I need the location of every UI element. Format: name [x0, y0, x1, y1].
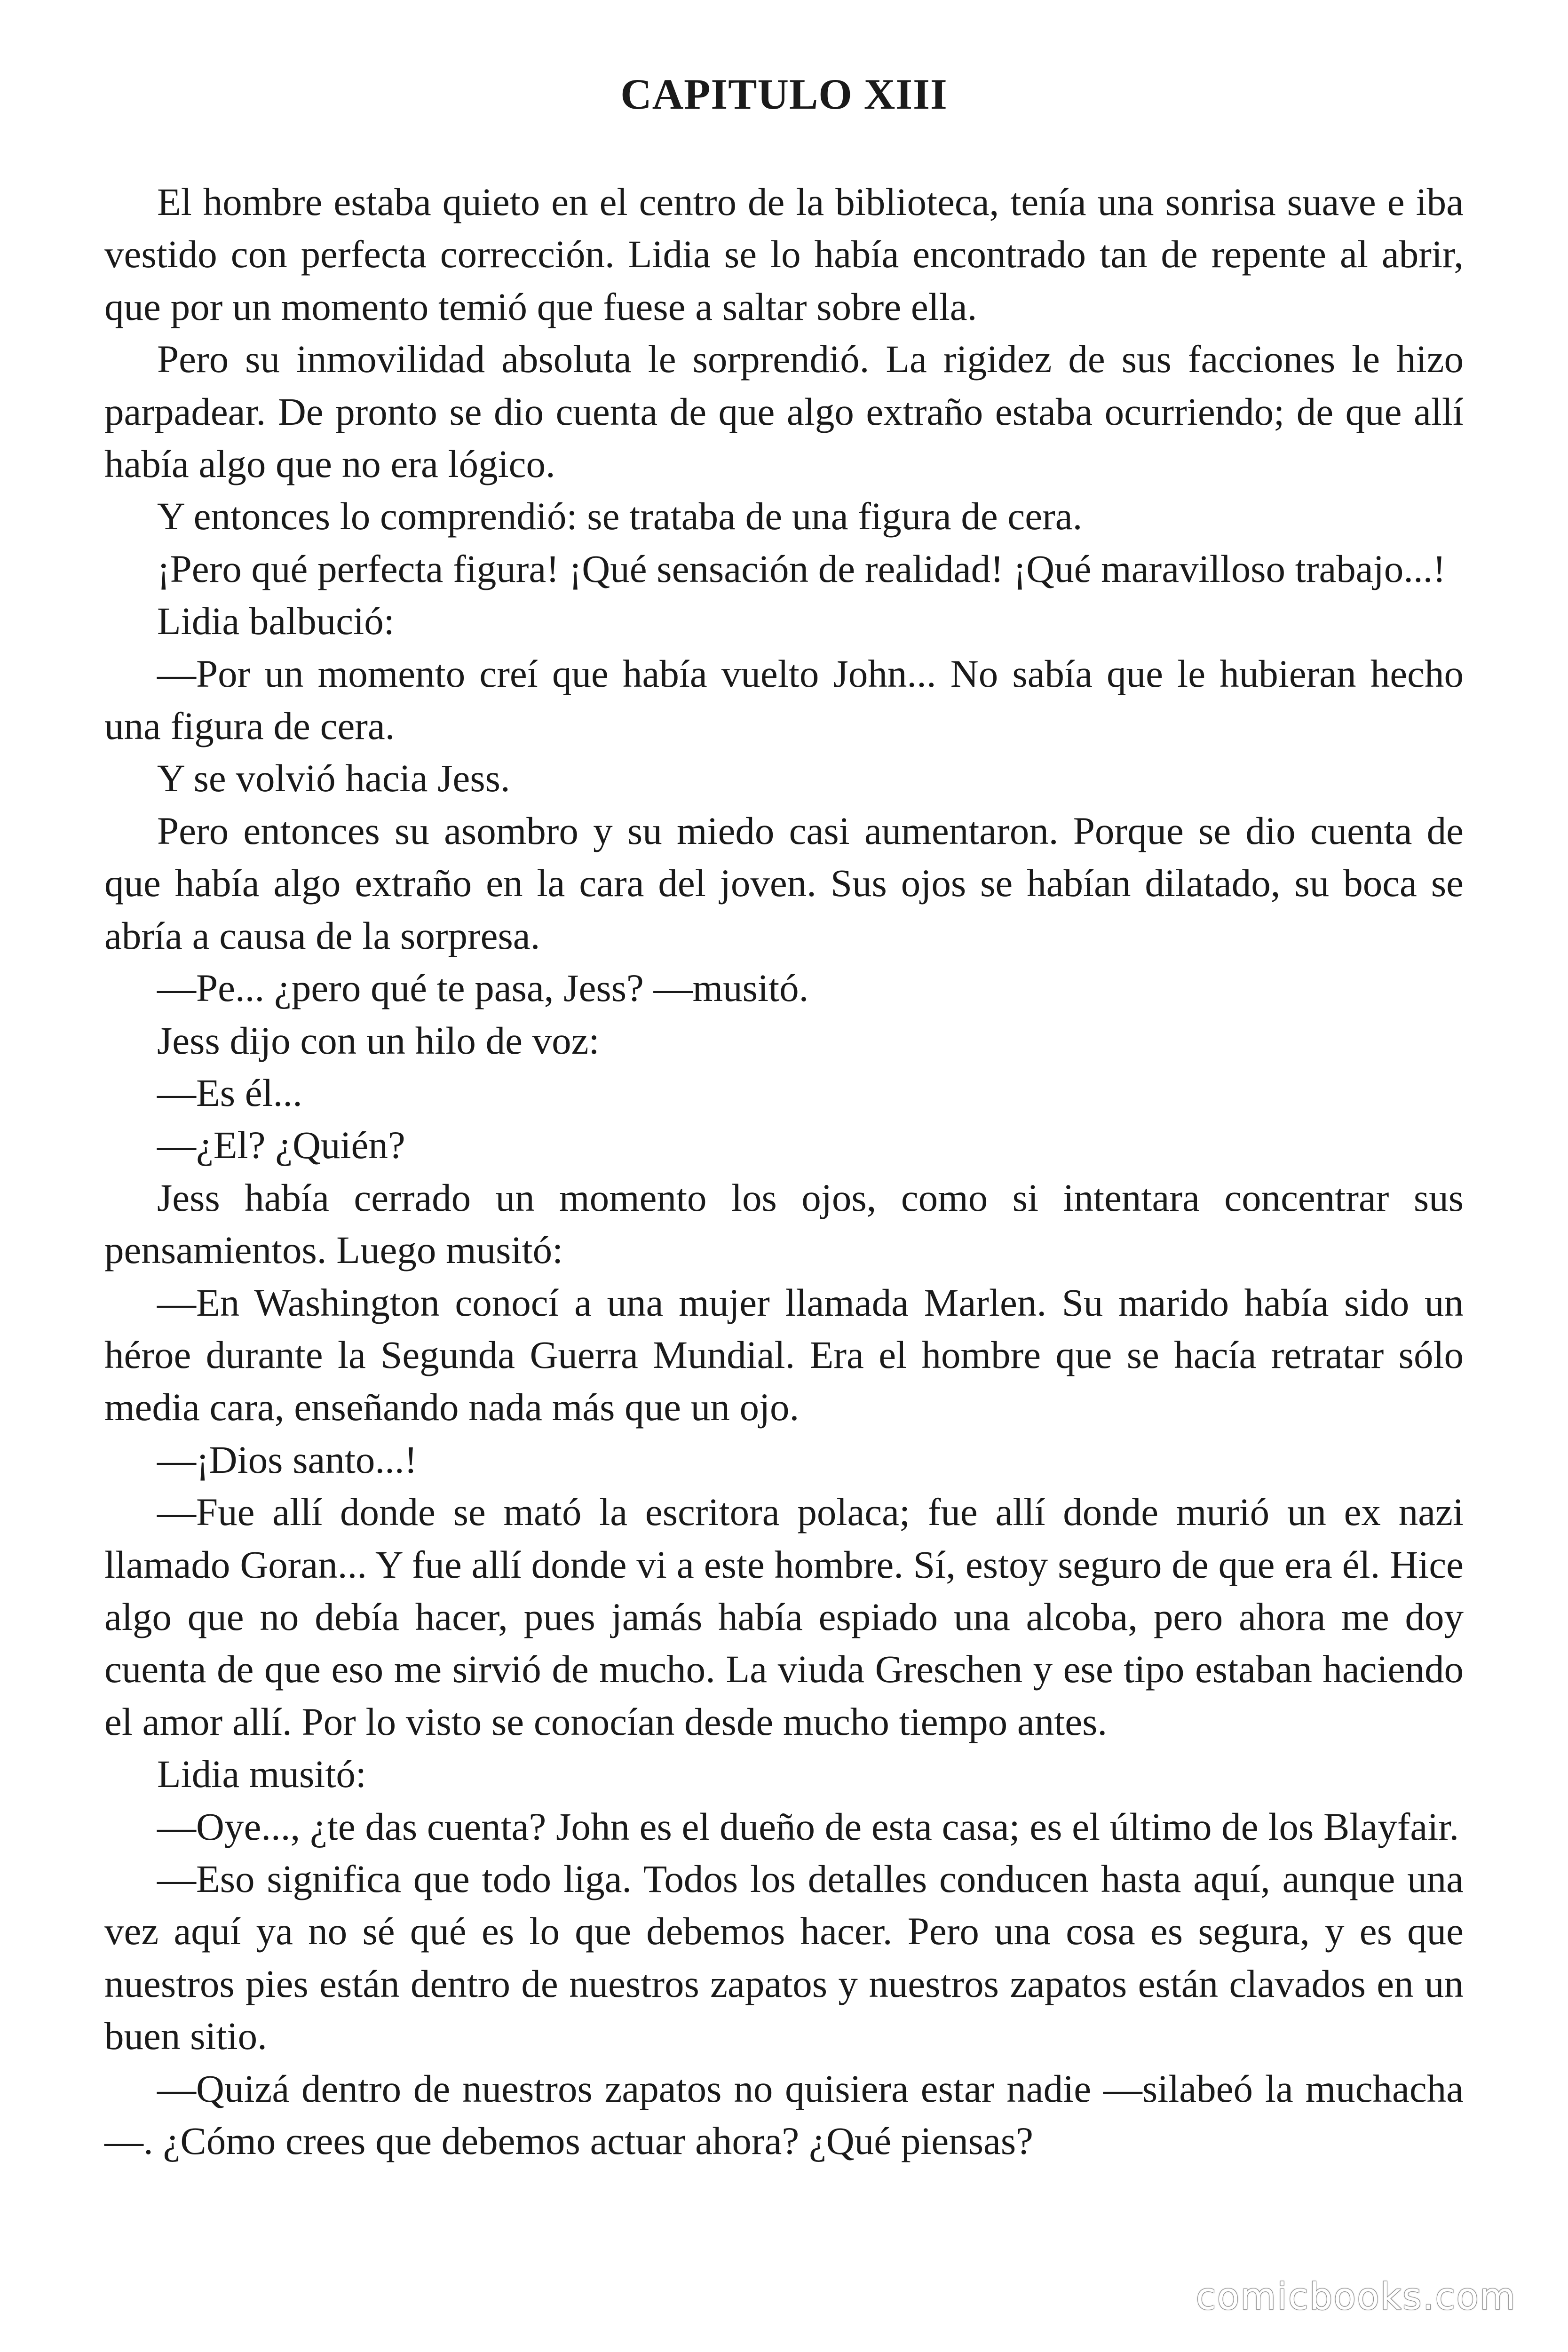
chapter-body — [104, 176, 1464, 2167]
chapter-title: CAPITULO XIII — [620, 70, 948, 118]
paragraph: —Es él... — [157, 1071, 302, 1114]
paragraph: Lidia balbució: — [157, 599, 395, 643]
paragraph: Jess dijo con un hilo de voz: — [157, 1018, 600, 1062]
paragraph: —Pe... ¿pero qué te pasa, Jess? —musitó. — [157, 966, 809, 1010]
paragraph: —Oye..., ¿te das cuenta? John es el dueño de esta casa; es el último de los Blayfair. — [157, 1804, 1459, 1848]
paragraph: El hombre estaba quieto en el centro de la biblioteca, tenía una sonrisa suave e iba vestido con perfecta corrección. Lidia se lo había encontrado tan de repente al abrir, que por un momento temió que fuese a saltar sobre ella. — [104, 180, 1464, 328]
watermark: comicbooks.com — [1196, 2276, 1516, 2318]
paragraph: —Fue allí donde se mató la escritora polaca; fue allí donde murió un ex nazi llamado Goran... Y fue allí donde vi a este hombre. Sí, estoy seguro de que era él. Hice algo que no debía hacer, pues jamás había espiado una alcoba, pero ahora me doy cuenta de que eso me sirvió de mucho. La viuda Greschen y ese tipo estaban haciendo el amor allí. Por lo visto se conocían desde mucho tiempo antes. — [104, 1490, 1464, 1743]
paragraph: Pero entonces su asombro y su miedo casi aumentaron. Porque se dio cuenta de que había algo extraño en la cara del joven. Sus ojos se habían dilatado, su boca se abría a causa de la sorpresa. — [104, 809, 1464, 957]
paragraph: —En Washington conocí a una mujer llamada Marlen. Su marido había sido un héroe durante la Segunda Guerra Mundial. Era el hombre que se hacía retratar sólo media cara, enseñando nada más que un ojo. — [104, 1280, 1464, 1429]
paragraph: Lidia musitó: — [157, 1752, 366, 1796]
paragraph: ¡Pero qué perfecta figura! ¡Qué sensación de realidad! ¡Qué maravilloso trabajo...! — [157, 547, 1446, 590]
paragraph: Y entonces lo comprendió: se trataba de una figura de cera. — [157, 494, 1083, 538]
paragraph: —Eso significa que todo liga. Todos los detalles conducen hasta aquí, aunque una vez aquí ya no sé qué es lo que debemos hacer. Pero una cosa es segura, y es que nuestros pies están dentro de nuestros zapatos y nuestros zapatos están clavados en un buen sitio. — [104, 1857, 1464, 2058]
paragraph: Pero su inmovilidad absoluta le sorprendió. La rigidez de sus facciones le hizo parpadear. De pronto se dio cuenta de que algo extraño estaba ocurriendo; de que allí había algo que no era lógico. — [104, 337, 1464, 486]
paragraph: Y se volvió hacia Jess. — [157, 756, 510, 800]
paragraph: —¿El? ¿Quién? — [157, 1123, 405, 1167]
paragraph: —Quizá dentro de nuestros zapatos no quisiera estar nadie —silabeó la muchacha—. ¿Cómo crees que debemos actuar ahora? ¿Qué piensas? — [104, 2066, 1464, 2163]
paragraph: —Por un momento creí que había vuelto John... No sabía que le hubieran hecho una figura de cera. — [104, 652, 1464, 748]
paragraph: —¡Dios santo...! — [157, 1438, 418, 1481]
paragraph: Jess había cerrado un momento los ojos, como si intentara concentrar sus pensamientos. Luego musitó: — [104, 1176, 1464, 1272]
